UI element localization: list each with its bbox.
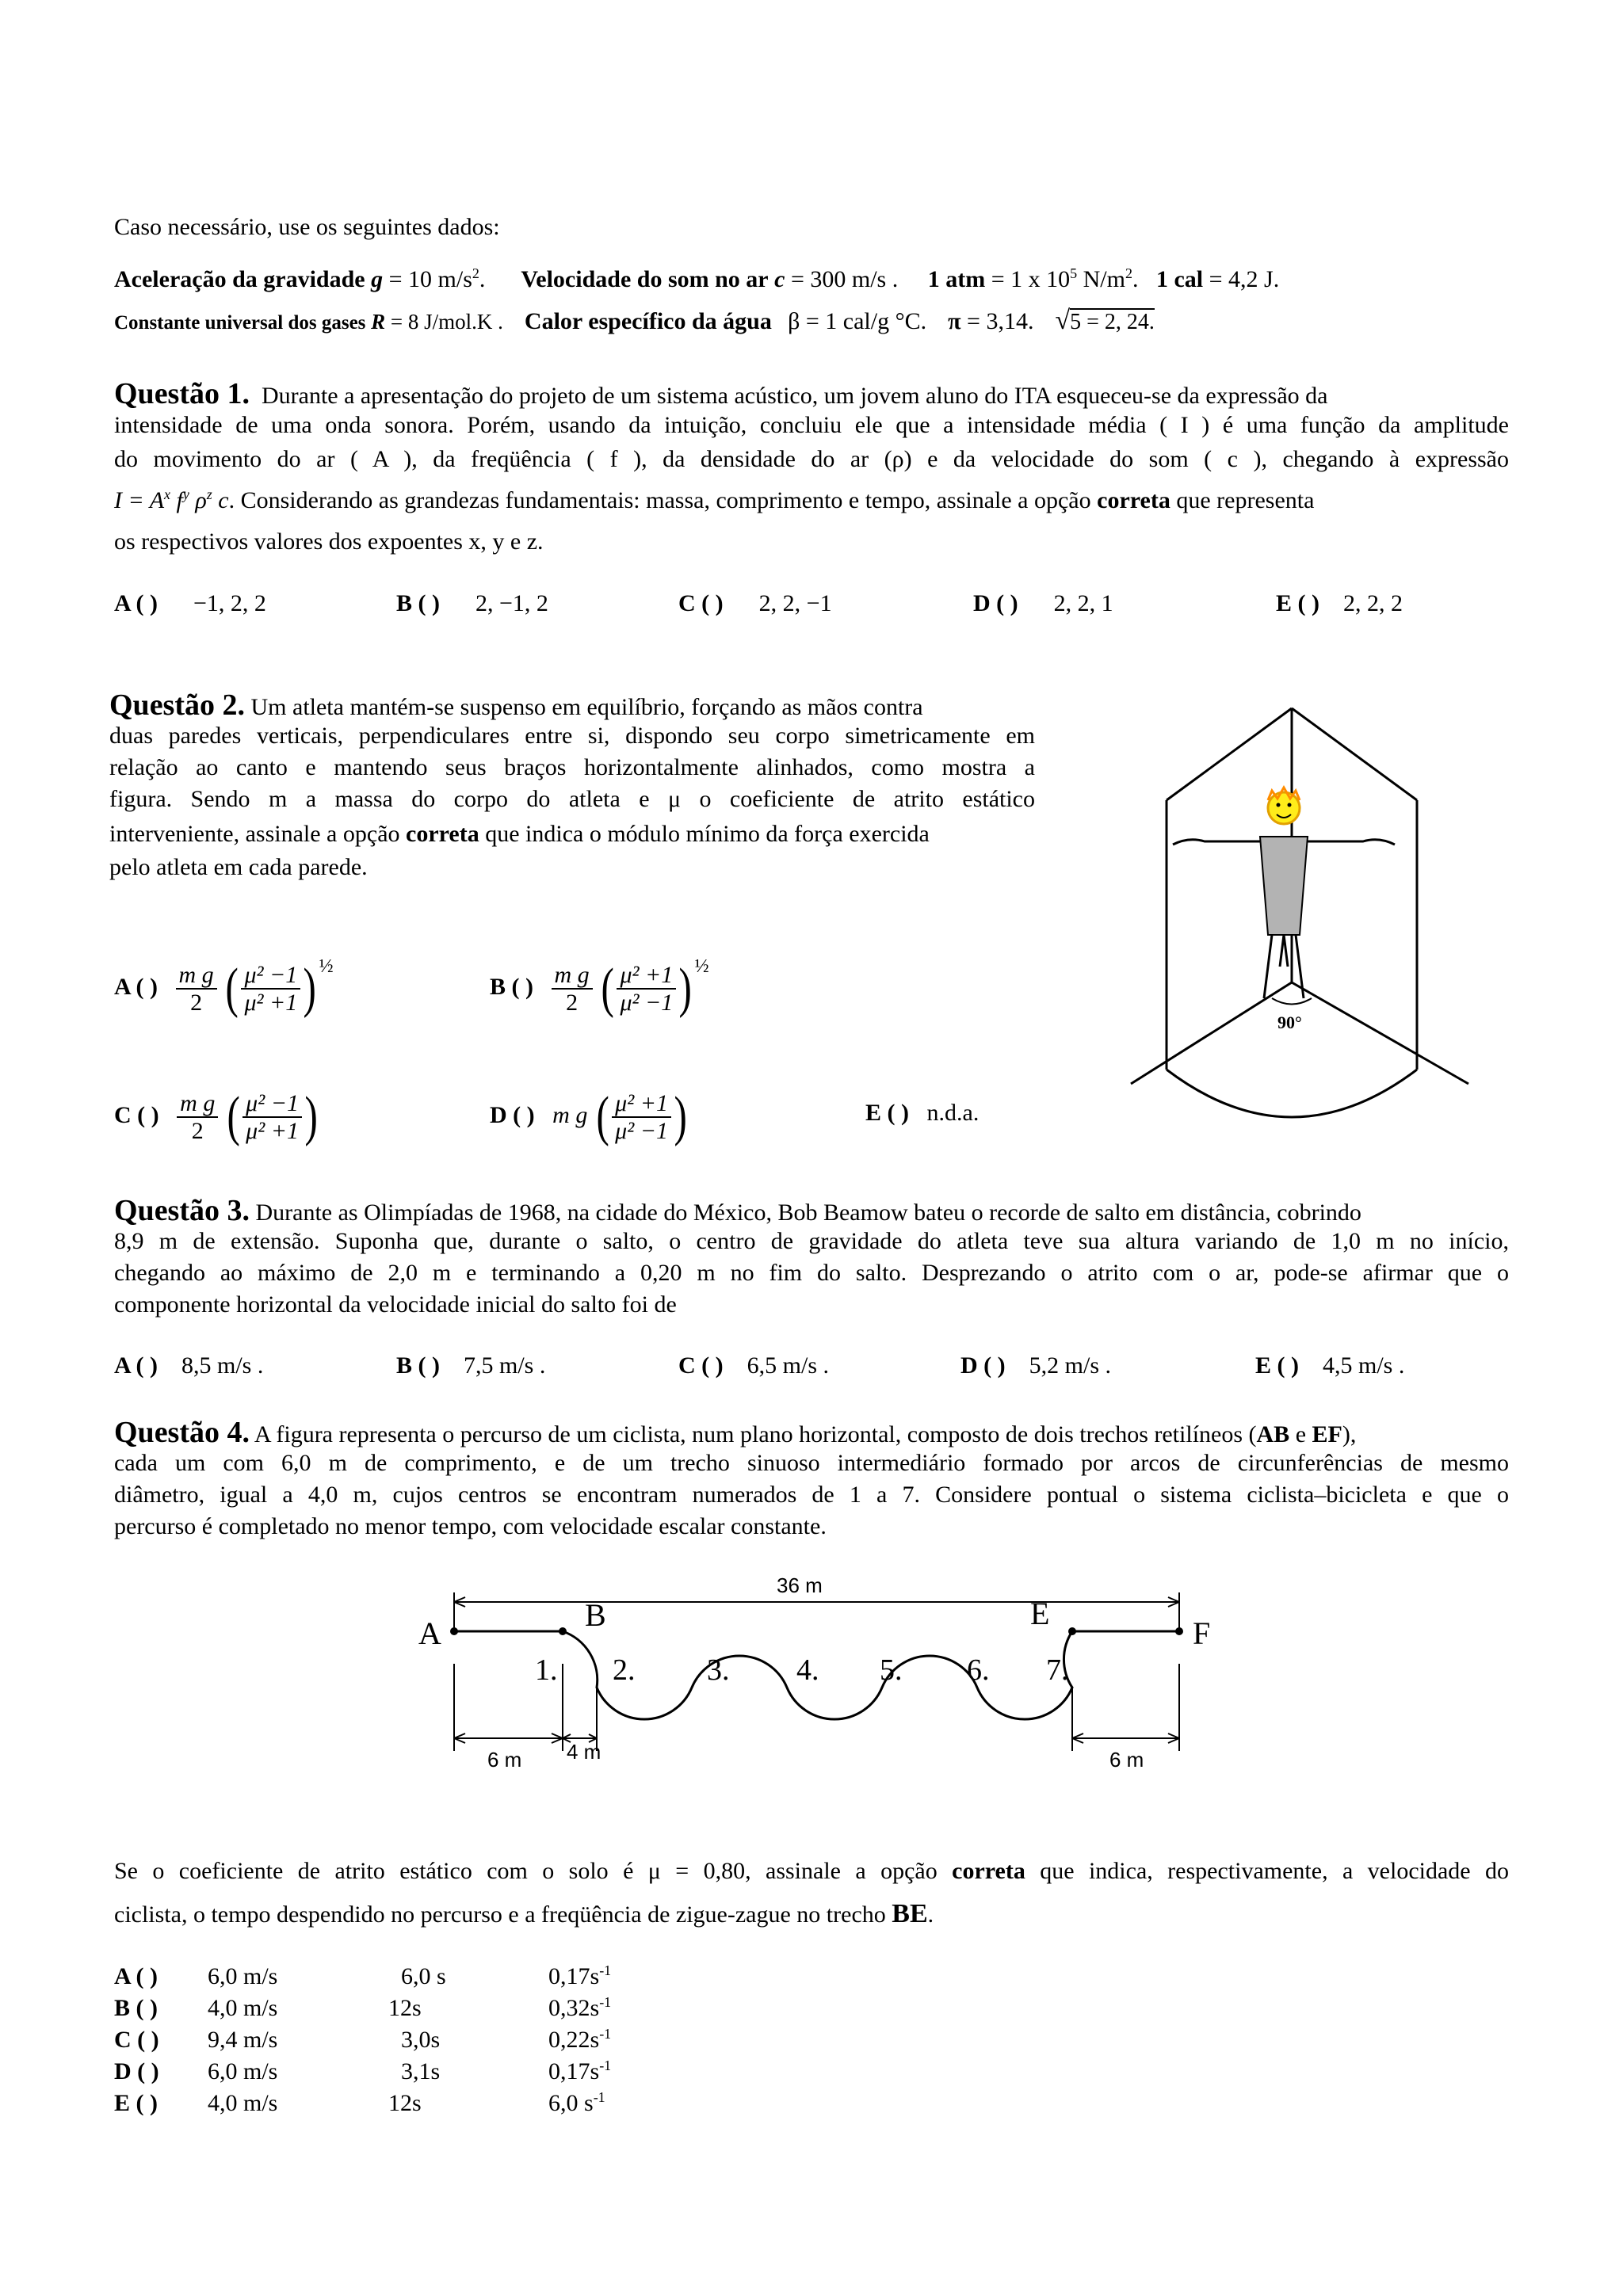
point-e (1068, 1627, 1076, 1635)
q3-line-2: 8,9 m de extensão. Suponha que, durante o salto, o centro de gravidade do atleta teve sua altura variando de 1,0 m no início, (114, 1228, 1509, 1254)
q1-option-c[interactable]: C ( ) 2, 2, −1 (678, 590, 832, 616)
q2-line-6: pelo atleta em cada parede. (109, 854, 368, 880)
dim-36m: 36 m (777, 1573, 823, 1597)
q2-option-b[interactable]: B ( ) $\frac{\text{m g}}{2}$ ( $\frac{\text{μ² +1}}{\text{μ² −1}}$ ) $^{\frac{1}{2}}$ (490, 955, 709, 1019)
q1-line-3: do movimento do ar ( A ), da freqüência ( f ), da densidade do ar (ρ) e da velocidade do som ( c ), chegando à expressão (114, 446, 1509, 472)
q3-option-c[interactable]: C ( ) 6,5 m/s . (678, 1352, 830, 1379)
cw-label: Calor específico da água (524, 308, 772, 334)
constants-line-1: Aceleração da gravidade g = 10 $m/s^2$. Velocidade do som no ar c = 300 m/s . 1 atm = 1 x $10^5$ $N/m^2$. 1 cal = 4,2 J. (114, 265, 1280, 292)
q2-line-4: figura. Sendo m a massa do corpo do atleta e μ o coeficiente de atrito estático (109, 786, 1035, 812)
label-e: E (1030, 1596, 1050, 1631)
q1-line-5: os respectivos valores dos expoentes x, y e z. (114, 528, 544, 555)
point-a (450, 1627, 458, 1635)
q4-line-4: percurso é completado no menor tempo, com velocidade escalar constante. (114, 1513, 827, 1539)
q4-line-6: ciclista, o tempo despendido no percurso e a freqüência de zigue-zague no trecho BE. (114, 1899, 934, 1928)
q2-option-c[interactable]: C ( ) $\frac{\text{m g}}{2}$ ( $\frac{\text{μ² −1}}{\text{μ² +1}}$ ) (114, 1086, 318, 1147)
q2-option-d[interactable]: D ( ) m g ( $\frac{\text{μ² +1}}{\text{μ² −1}}$ ) (490, 1086, 687, 1147)
center-1: 1. (535, 1653, 558, 1687)
q2-line-3: relação ao canto e mantendo seus braços horizontalmente alinhados, como mostra a (109, 754, 1035, 780)
center-6: 6. (967, 1653, 990, 1687)
label-a: A (418, 1615, 441, 1651)
q3-option-a[interactable]: A ( ) 8,5 m/s . (114, 1352, 264, 1379)
q3-option-d[interactable]: D ( ) 5,2 m/s . (960, 1352, 1112, 1379)
floor-right-edge (1292, 982, 1468, 1084)
q4-line-2: cada um com 6,0 m de comprimento, e de um trecho sinuoso intermediário formado por arcos de circunferências de mesmo (114, 1450, 1509, 1476)
cal-label: 1 cal (1155, 266, 1204, 292)
q1-line-2: intensidade de uma onda sonora. Porém, usando da intuição, concluiu ele que a intensidade média ( I ) é uma função da amplitude (114, 412, 1509, 438)
floor-curve (1167, 1070, 1417, 1117)
q1-formula: $I = A^x$ $f^y$ $\rho^z$ c (114, 486, 229, 513)
q1-title: Questão 1. (114, 377, 250, 410)
center-2: 2. (613, 1653, 636, 1687)
sqrt-icon: √ (1055, 306, 1071, 335)
c-label: Velocidade do som no ar (521, 266, 769, 292)
q4-line-3: diâmetro, igual a 4,0 m, cujos centros se encontram numerados de 1 a 7. Considere pontual o sistema ciclista–bicicleta e que o (114, 1482, 1509, 1508)
center-7: 7. (1046, 1653, 1069, 1687)
q3-line-1: Questão 3. Durante as Olimpíadas de 1968, na cidade do México, Bob Beamow bateu o recorde de salto em distância, cobrindo (114, 1194, 1361, 1227)
angle-label: 90° (1277, 1013, 1302, 1032)
q2-title: Questão 2. (109, 688, 245, 722)
q1-option-d[interactable]: D ( ) 2, 2, 1 (973, 590, 1113, 616)
label-f: F (1193, 1615, 1211, 1651)
center-5: 5. (880, 1653, 903, 1687)
right-wall-top-edge (1292, 708, 1417, 800)
center-3: 3. (707, 1653, 730, 1687)
q3-line-4: componente horizontal da velocidade inicial do salto foi de (114, 1291, 677, 1318)
r-label: Constante universal dos gases (114, 312, 366, 334)
constants-line-2: Constante universal dos gases R = 8 J/mol.K . Calor específico da água β = 1 cal/g °C. π = 3,14. √5 = 2, 24. (114, 306, 1155, 335)
q1-option-a[interactable]: A ( ) −1, 2, 2 (114, 590, 266, 616)
point-b (559, 1627, 567, 1635)
athlete-head (1268, 792, 1300, 824)
q2-line-2: duas paredes verticais, perpendiculares entre si, dispondo seu corpo simetricamente em (109, 723, 1035, 749)
q2-line-5: interveniente, assinale a opção correta que indica o módulo mínimo da força exercida (109, 821, 930, 847)
point-f (1175, 1627, 1183, 1635)
angle-arc (1272, 998, 1312, 1005)
q4-title: Questão 4. (114, 1416, 250, 1449)
g-label: Aceleração da gravidade (114, 266, 365, 292)
q3-line-3: chegando ao máximo de 2,0 m e terminando a 0,20 m no fim do salto. Desprezando o atrito com o ar, pode-se afirmar que o (114, 1260, 1509, 1286)
q1-line-4: $I = A^x$ $f^y$ $\rho^z$ c. Considerando as grandezas fundamentais: massa, comprimento e tempo, assinale a opção correta que representa (114, 486, 1315, 513)
q2-option-e[interactable]: E ( ) n.d.a. (865, 1100, 980, 1126)
label-b: B (585, 1597, 606, 1633)
q2-wall-figure (1125, 697, 1490, 1141)
atm-label: 1 atm (927, 266, 986, 292)
dim-6m-left: 6 m (487, 1748, 522, 1772)
q1-option-b[interactable]: B ( ) 2, −1, 2 (396, 590, 548, 616)
q4-line-5: Se o coeficiente de atrito estático com o solo é μ = 0,80, assinale a opção correta que indica, respectivamente, a velocidade do (114, 1858, 1510, 1884)
q3-option-b[interactable]: B ( ) 7,5 m/s . (396, 1352, 546, 1379)
athlete-torso (1260, 837, 1308, 935)
q2-option-a[interactable]: A ( ) $\frac{\text{m g}}{2}$ ( $\frac{\text{μ² −1}}{\text{μ² +1}}$ ) $^{\frac{1}{2}}$ (114, 955, 334, 1019)
dim-6m-right: 6 m (1109, 1748, 1144, 1772)
q4-line-1: Questão 4. A figura representa o percurso de um ciclista, num plano horizontal, composto de dois trechos retilíneos (AB e EF), (114, 1416, 1357, 1449)
left-wall-top-edge (1167, 708, 1292, 800)
q3-option-e[interactable]: E ( ) 4,5 m/s . (1255, 1352, 1405, 1379)
q1-option-e[interactable]: E ( ) 2, 2, 2 (1276, 590, 1403, 616)
intro-text: Caso necessário, use os seguintes dados: (114, 214, 500, 240)
q2-line-1: Questão 2. Um atleta mantém-se suspenso em equilíbrio, forçando as mãos contra (109, 688, 923, 722)
center-4: 4. (796, 1653, 819, 1687)
athlete-figure (1173, 788, 1395, 998)
floor-left-edge (1131, 982, 1292, 1084)
q4-path-figure (412, 1569, 1236, 1783)
q1-line-1: Questão 1. Durante a apresentação do projeto de um sistema acústico, um jovem aluno do ITA esqueceu-se da expressão da (114, 377, 1328, 410)
dim-4m: 4 m (567, 1740, 601, 1764)
q3-title: Questão 3. (114, 1194, 250, 1227)
